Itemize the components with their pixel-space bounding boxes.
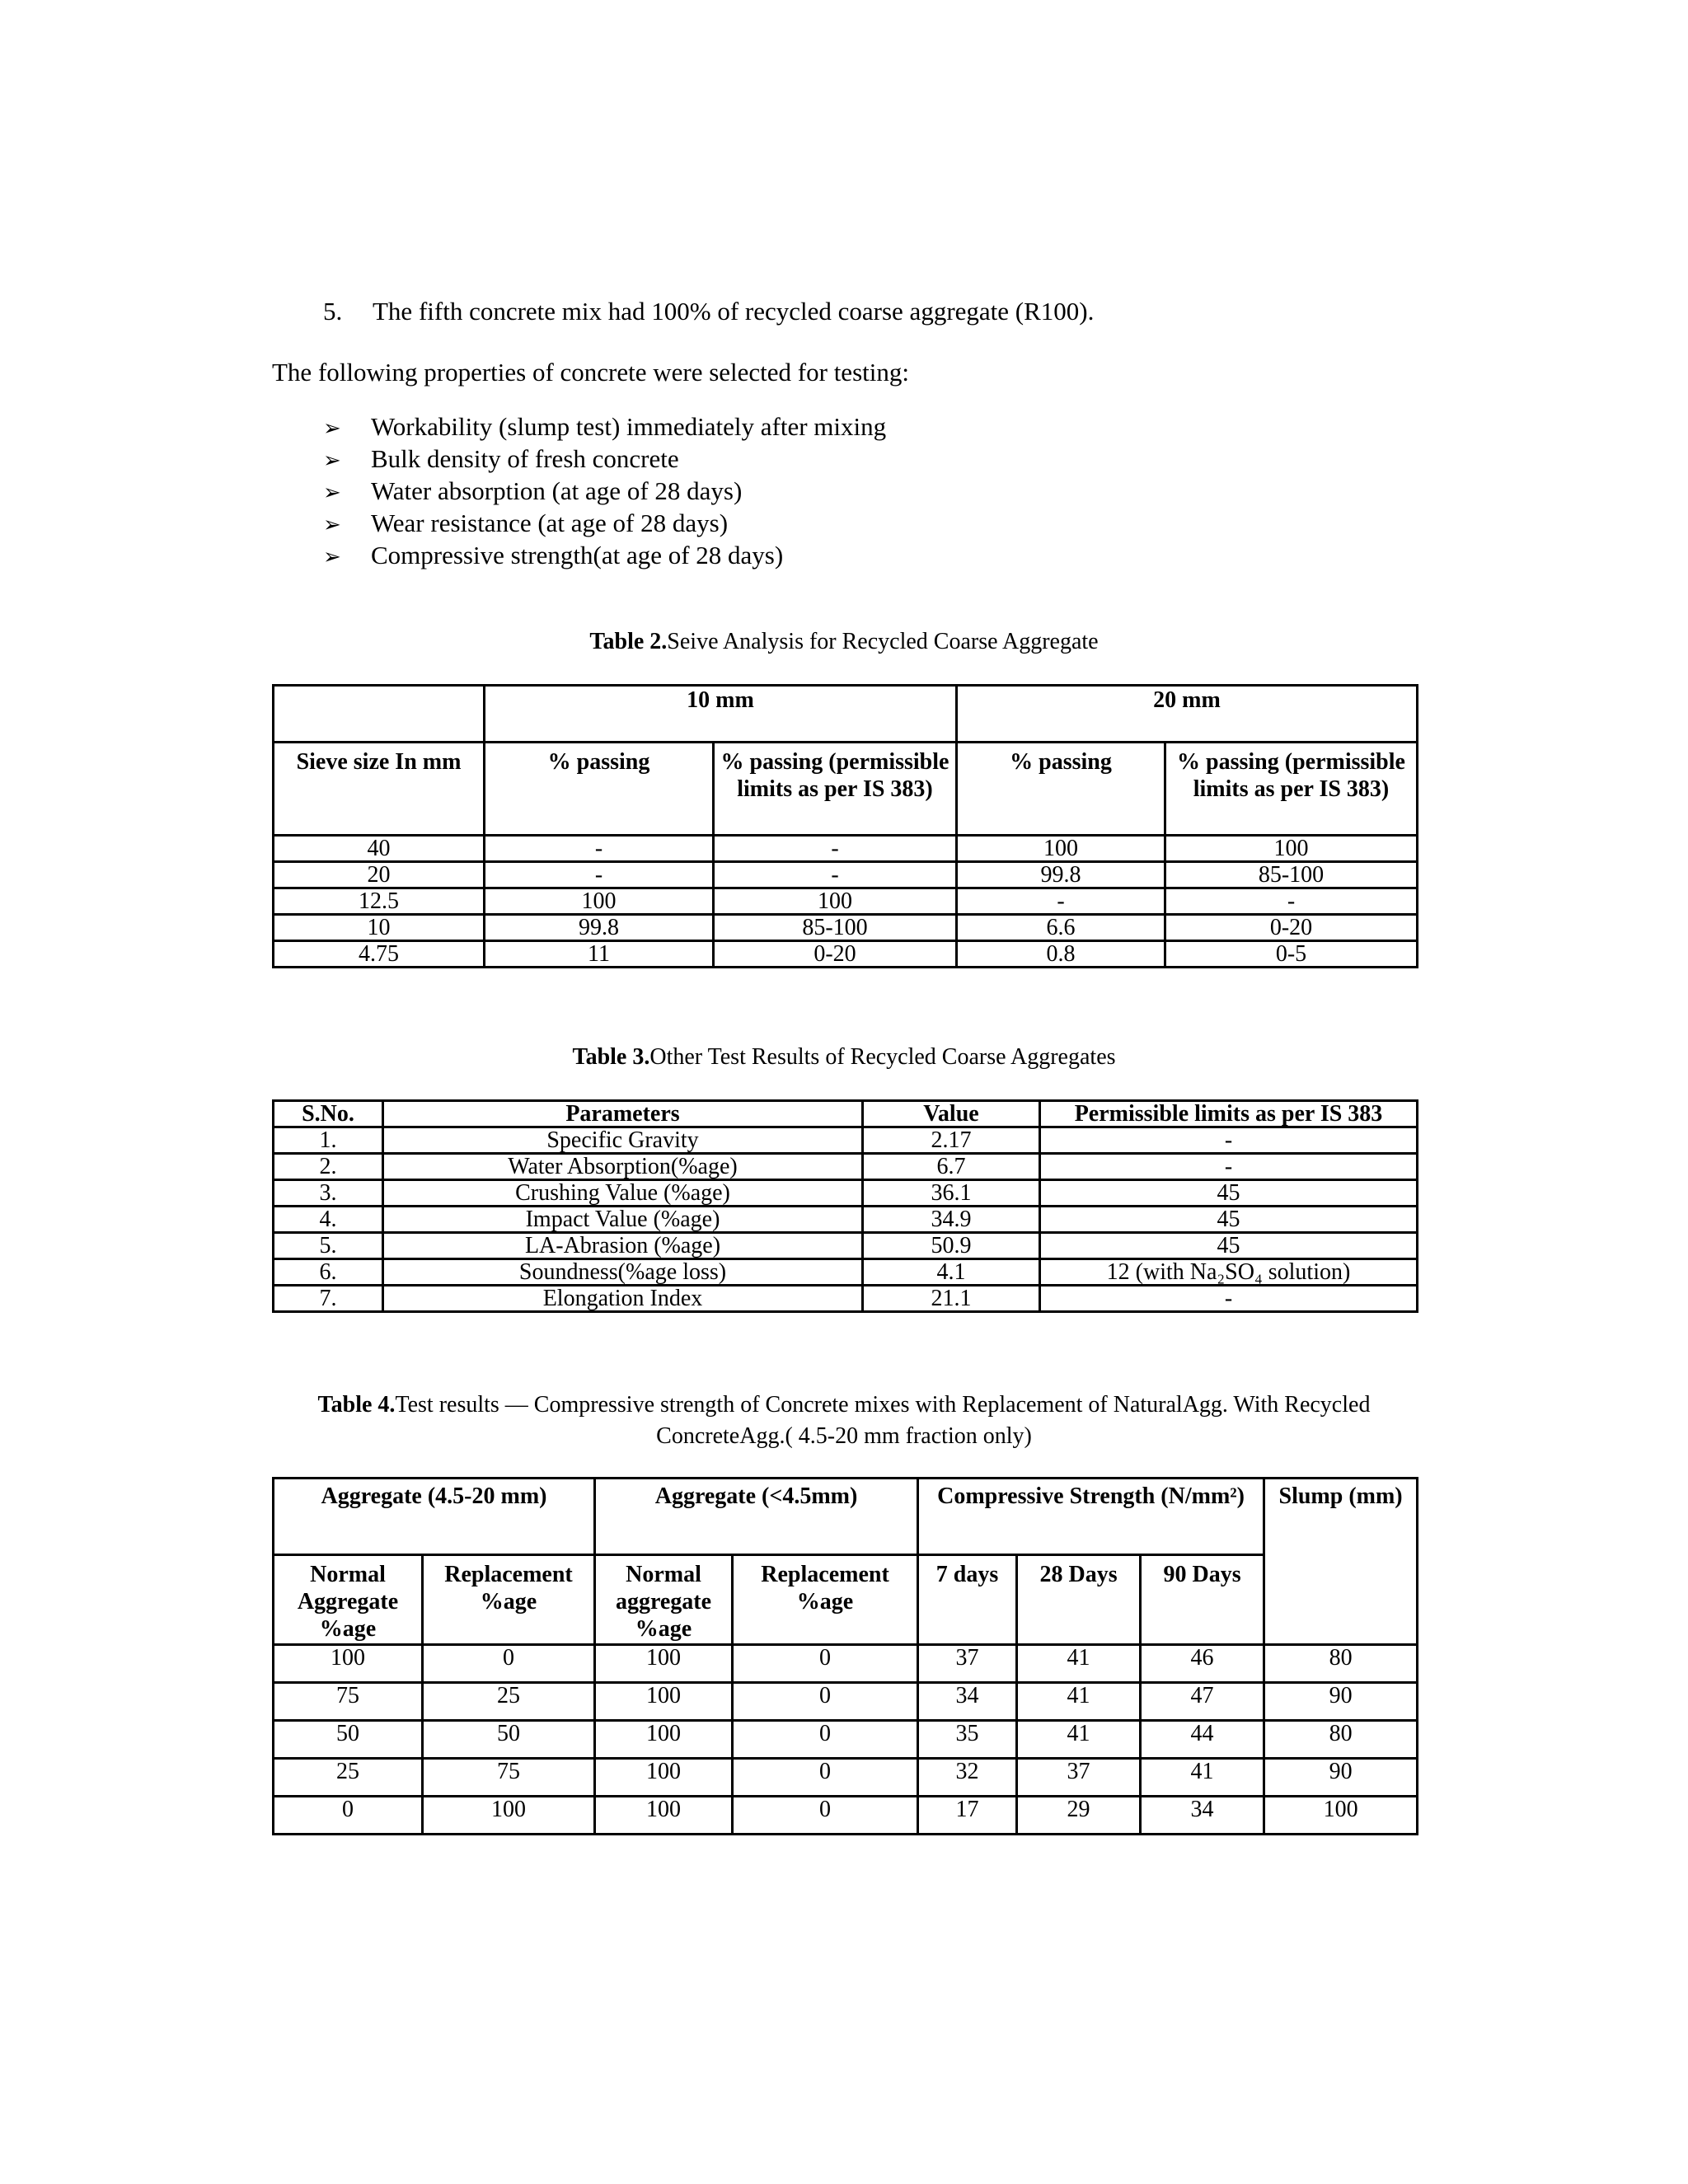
table-row: 40 - - 100 100 <box>274 836 1418 862</box>
column-header: 28 Days <box>1017 1555 1141 1645</box>
column-header: Value <box>863 1101 1040 1127</box>
column-header: % passing <box>957 743 1165 836</box>
list-item: ➢ Compressive strength(at age of 28 days) <box>323 539 886 571</box>
column-header: Replacement %age <box>733 1555 918 1645</box>
table-row: 6. Soundness(%age loss) 4.1 12 (with Na₂SO₄ solution) <box>274 1259 1418 1286</box>
column-header: Permissible limits as per IS 383 <box>1040 1101 1418 1127</box>
item-number: 5. <box>323 297 343 326</box>
table-row: 20 - - 99.8 85-100 <box>274 862 1418 888</box>
table-row: 100 0 100 0 37 41 46 80 <box>274 1645 1418 1683</box>
column-header: Replacement %age <box>423 1555 595 1645</box>
table-row: 2. Water Absorption(%age) 6.7 - <box>274 1154 1418 1180</box>
table-row: 7. Elongation Index 21.1 - <box>274 1286 1418 1312</box>
column-header: Sieve size In mm <box>274 743 485 836</box>
arrow-bullet-icon: ➢ <box>323 545 341 569</box>
column-header: 90 Days <box>1141 1555 1264 1645</box>
list-item: ➢ Water absorption (at age of 28 days) <box>323 475 886 507</box>
group-header-coarse: Aggregate (4.5-20 mm) <box>274 1479 595 1555</box>
other-test-results-table <box>272 1099 1418 1313</box>
column-header: Parameters <box>383 1101 863 1127</box>
table-row: 10 99.8 85-100 6.6 0-20 <box>274 915 1418 941</box>
table2-caption: Table 2.Seive Analysis for Recycled Coarse Aggregate <box>589 629 1099 654</box>
item-text: The fifth concrete mix had 100% of recycled coarse aggregate (R100). <box>373 297 1095 326</box>
table-row: 75 25 100 0 34 41 47 90 <box>274 1683 1418 1721</box>
arrow-bullet-icon: ➢ <box>323 448 341 473</box>
column-header: S.No. <box>274 1101 383 1127</box>
arrow-bullet-icon: ➢ <box>323 416 341 441</box>
property-list <box>323 410 886 571</box>
table-row: 25 75 100 0 32 37 41 90 <box>274 1759 1418 1797</box>
table-row: 12.5 100 100 - - <box>274 888 1418 915</box>
group-header-strength: Compressive Strength (N/mm²) <box>918 1479 1264 1555</box>
table-row: 4.75 11 0-20 0.8 0-5 <box>274 941 1418 968</box>
group-header-20mm: 20 mm <box>957 686 1418 743</box>
table3-caption: Table 3.Other Test Results of Recycled Coarse Aggregates <box>572 1044 1116 1070</box>
column-header: % passing (permissible limits as per IS 383) <box>714 743 957 836</box>
arrow-bullet-icon: ➢ <box>323 480 341 505</box>
table-row: 5. LA-Abrasion (%age) 50.9 45 <box>274 1233 1418 1259</box>
list-item: ➢ Workability (slump test) immediately after mixing <box>323 410 886 443</box>
column-header: Normal Aggregate %age <box>274 1555 423 1645</box>
numbered-item <box>323 293 1094 330</box>
table-row: 1. Specific Gravity 2.17 - <box>274 1127 1418 1154</box>
arrow-bullet-icon: ➢ <box>323 513 341 537</box>
column-header-slump: Slump (mm) <box>1264 1479 1418 1645</box>
table-row: 3. Crushing Value (%age) 36.1 45 <box>274 1180 1418 1207</box>
list-item: ➢ Bulk density of fresh concrete <box>323 443 886 475</box>
column-header: % passing (permissible limits as per IS 383) <box>1165 743 1418 836</box>
column-header: % passing <box>485 743 714 836</box>
table4-caption: Table 4.Test results — Compressive strength of Concrete mixes with Replacement of NaturalAgg. With Recycled ConcreteAgg.( 4.5-20 mm fraction only) <box>317 1392 1371 1449</box>
table-row: 4. Impact Value (%age) 34.9 45 <box>274 1207 1418 1233</box>
sieve-analysis-table <box>272 684 1418 968</box>
table-row: 50 50 100 0 35 41 44 80 <box>274 1721 1418 1759</box>
table-row: 0 100 100 0 17 29 34 100 <box>274 1797 1418 1835</box>
intro-paragraph: The following properties of concrete were selected for testing: <box>272 358 909 387</box>
column-header: 7 days <box>918 1555 1017 1645</box>
list-item: ➢ Wear resistance (at age of 28 days) <box>323 507 886 539</box>
group-header-10mm: 10 mm <box>485 686 957 743</box>
compressive-strength-table <box>272 1477 1418 1835</box>
group-header-fine: Aggregate (<4.5mm) <box>595 1479 918 1555</box>
column-header: Normal aggregate %age <box>595 1555 733 1645</box>
